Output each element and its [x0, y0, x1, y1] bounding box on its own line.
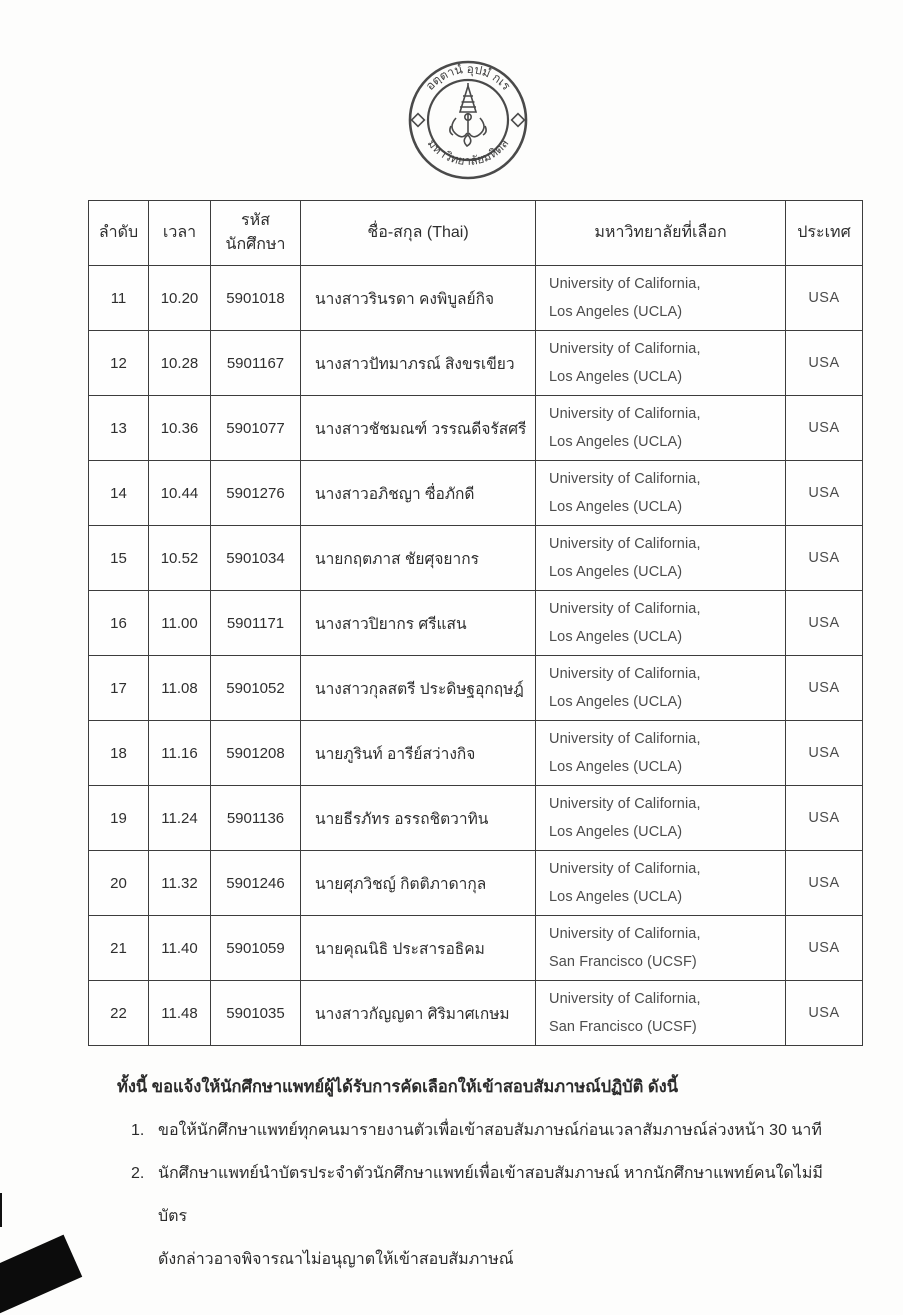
cell-student-id: 5901246: [211, 851, 301, 916]
cell-time: 11.08: [149, 656, 211, 721]
university-line2: Los Angeles (UCLA): [549, 434, 683, 450]
table-header: [89, 201, 863, 266]
cell-no: 18: [89, 721, 149, 786]
header-time: [149, 201, 211, 266]
cell-time: 10.36: [149, 396, 211, 461]
interview-schedule-table: [88, 200, 863, 1046]
scan-edge-artifact: [0, 1193, 2, 1227]
cell-name: นายธีรภัทร อรรถชิตวาทิน: [301, 786, 536, 851]
university-line2: Los Angeles (UCLA): [549, 369, 683, 385]
cell-country: USA: [786, 656, 863, 721]
cell-no: 16: [89, 591, 149, 656]
cell-name: นางสาวอภิชญา ซื่อภักดี: [301, 461, 536, 526]
cell-time: 10.28: [149, 331, 211, 396]
cell-name: นายภูรินท์ อารีย์สว่างกิจ: [301, 721, 536, 786]
cell-country: USA: [786, 786, 863, 851]
cell-name: นายกฤตภาส ชัยศุจยากร: [301, 526, 536, 591]
cell-name: นางสาวปัทมาภรณ์ สิงขรเขียว: [301, 331, 536, 396]
university-line1: University of California,: [549, 666, 701, 682]
cell-name: นางสาวกุลสตรี ประดิษฐอุกฤษฎ์: [301, 656, 536, 721]
cell-university: [536, 396, 786, 461]
university-seal: [404, 56, 532, 184]
table-row: [89, 331, 863, 396]
seal-motto-text: อตฺตานํ อุปมํ กเร: [422, 61, 514, 93]
university-line2: Los Angeles (UCLA): [549, 759, 683, 775]
header-name: [301, 201, 536, 266]
cell-country: USA: [786, 331, 863, 396]
cell-student-id: 5901052: [211, 656, 301, 721]
cell-no: 17: [89, 656, 149, 721]
seal-emblem-icon: [450, 83, 486, 146]
header-student-id: [211, 201, 301, 266]
cell-university: [536, 526, 786, 591]
table-row: [89, 266, 863, 331]
university-line1: University of California,: [549, 536, 701, 552]
university-line1: University of California,: [549, 991, 701, 1007]
cell-student-id: 5901018: [211, 266, 301, 331]
cell-university: [536, 656, 786, 721]
cell-time: 11.48: [149, 981, 211, 1046]
cell-name: นางสาวปิยากร ศรีแสน: [301, 591, 536, 656]
header-no: [89, 201, 149, 266]
cell-time: 11.40: [149, 916, 211, 981]
university-line2: Los Angeles (UCLA): [549, 694, 683, 710]
cell-university: [536, 981, 786, 1046]
note-item-1-text: ขอให้นักศึกษาแพทย์ทุกคนมารายงานตัวเพื่อเข้าสอบสัมภาษณ์ก่อนเวลาสัมภาษณ์ล่วงหน้า 30 นาที: [158, 1122, 822, 1139]
cell-student-id: 5901276: [211, 461, 301, 526]
cell-student-id: 5901208: [211, 721, 301, 786]
cell-time: 11.16: [149, 721, 211, 786]
university-line1: University of California,: [549, 796, 701, 812]
cell-student-id: 5901171: [211, 591, 301, 656]
cell-country: USA: [786, 526, 863, 591]
table-row: [89, 526, 863, 591]
university-line1: University of California,: [549, 406, 701, 422]
table-row: [89, 786, 863, 851]
note-item-2: [117, 1152, 847, 1281]
notes-section: [117, 1066, 847, 1281]
cell-country: USA: [786, 916, 863, 981]
note-item-2-line1: นักศึกษาแพทย์นำบัตรประจำตัวนักศึกษาแพทย์เพื่อเข้าสอบสัมภาษณ์ หากนักศึกษาแพทย์คนใดไม่มีบัตร: [158, 1165, 823, 1225]
cell-name: นายศุภวิชญ์ กิตติภาดากุล: [301, 851, 536, 916]
cell-university: [536, 721, 786, 786]
header-country-label: ประเทศ: [797, 224, 851, 241]
cell-student-id: 5901035: [211, 981, 301, 1046]
cell-name: นางสาวชัชมณฑ์ วรรณดีจรัสศรี: [301, 396, 536, 461]
cell-university: [536, 591, 786, 656]
header-university: [536, 201, 786, 266]
table-row: [89, 591, 863, 656]
note-item-2-line2: ดังกล่าวอาจพิจารณาไม่อนุญาตให้เข้าสอบสัมภาษณ์: [158, 1251, 514, 1268]
university-line2: Los Angeles (UCLA): [549, 629, 683, 645]
seal-diamond-left: [412, 114, 425, 127]
university-line2: San Francisco (UCSF): [549, 1019, 697, 1035]
table-row: [89, 981, 863, 1046]
university-line1: University of California,: [549, 276, 701, 292]
table-row: [89, 851, 863, 916]
cell-student-id: 5901059: [211, 916, 301, 981]
cell-country: USA: [786, 461, 863, 526]
cell-student-id: 5901034: [211, 526, 301, 591]
cell-no: 22: [89, 981, 149, 1046]
cell-country: USA: [786, 851, 863, 916]
header-university-label: มหาวิทยาลัยที่เลือก: [594, 224, 727, 241]
cell-no: 12: [89, 331, 149, 396]
cell-country: USA: [786, 266, 863, 331]
cell-university: [536, 916, 786, 981]
university-line2: Los Angeles (UCLA): [549, 889, 683, 905]
university-line2: Los Angeles (UCLA): [549, 499, 683, 515]
cell-university: [536, 266, 786, 331]
header-country: [786, 201, 863, 266]
cell-student-id: 5901077: [211, 396, 301, 461]
cell-student-id: 5901167: [211, 331, 301, 396]
seal-diamond-right: [512, 114, 525, 127]
university-line1: University of California,: [549, 471, 701, 487]
cell-country: USA: [786, 396, 863, 461]
university-line1: University of California,: [549, 926, 701, 942]
cell-no: 13: [89, 396, 149, 461]
cell-no: 15: [89, 526, 149, 591]
notes-heading: ทั้งนี้ ขอแจ้งให้นักศึกษาแพทย์ผู้ได้รับการคัดเลือกให้เข้าสอบสัมภาษณ์ปฏิบัติ ดังนี้: [117, 1078, 678, 1096]
header-student-id-line2: นักศึกษา: [225, 236, 286, 253]
cell-university: [536, 331, 786, 396]
cell-no: 14: [89, 461, 149, 526]
header-no-label: ลำดับ: [98, 224, 139, 241]
table-row: [89, 916, 863, 981]
university-line1: University of California,: [549, 731, 701, 747]
table-row: [89, 396, 863, 461]
note-item-2-number: 2.: [131, 1165, 145, 1182]
cell-time: 11.32: [149, 851, 211, 916]
table-row: [89, 656, 863, 721]
university-line1: University of California,: [549, 861, 701, 877]
cell-no: 19: [89, 786, 149, 851]
header-time-label: เวลา: [162, 224, 197, 241]
cell-time: 10.20: [149, 266, 211, 331]
table-header-row: [89, 201, 863, 266]
note-item-1: [117, 1109, 847, 1152]
cell-student-id: 5901136: [211, 786, 301, 851]
header-name-label: ชื่อ-สกุล (Thai): [367, 224, 469, 241]
cell-country: USA: [786, 591, 863, 656]
seal-name-text: มหาวิทยาลัยมหิดล: [424, 136, 512, 169]
cell-time: 10.44: [149, 461, 211, 526]
cell-name: นายคุณนิธิ ประสารอธิคม: [301, 916, 536, 981]
university-line1: University of California,: [549, 601, 701, 617]
header-student-id-line1: รหัส: [241, 212, 270, 229]
cell-time: 11.00: [149, 591, 211, 656]
university-line2: Los Angeles (UCLA): [549, 564, 683, 580]
cell-name: นางสาวกัญญดา ศิริมาศเกษม: [301, 981, 536, 1046]
cell-university: [536, 461, 786, 526]
cell-country: USA: [786, 981, 863, 1046]
table-body: [89, 266, 863, 1046]
cell-no: 21: [89, 916, 149, 981]
cell-university: [536, 786, 786, 851]
university-line2: San Francisco (UCSF): [549, 954, 697, 970]
cell-no: 11: [89, 266, 149, 331]
university-line2: Los Angeles (UCLA): [549, 824, 683, 840]
table-row: [89, 721, 863, 786]
cell-time: 11.24: [149, 786, 211, 851]
university-seal-graphic: [404, 56, 532, 184]
cell-university: [536, 851, 786, 916]
cell-time: 10.52: [149, 526, 211, 591]
cell-name: นางสาวรินรดา คงพิบูลย์กิจ: [301, 266, 536, 331]
note-item-1-number: 1.: [131, 1122, 145, 1139]
scan-corner-smudge: [0, 1235, 82, 1315]
table-row: [89, 461, 863, 526]
note-item-2-text: [158, 1152, 847, 1281]
university-line1: University of California,: [549, 341, 701, 357]
cell-no: 20: [89, 851, 149, 916]
university-line2: Los Angeles (UCLA): [549, 304, 683, 320]
cell-country: USA: [786, 721, 863, 786]
